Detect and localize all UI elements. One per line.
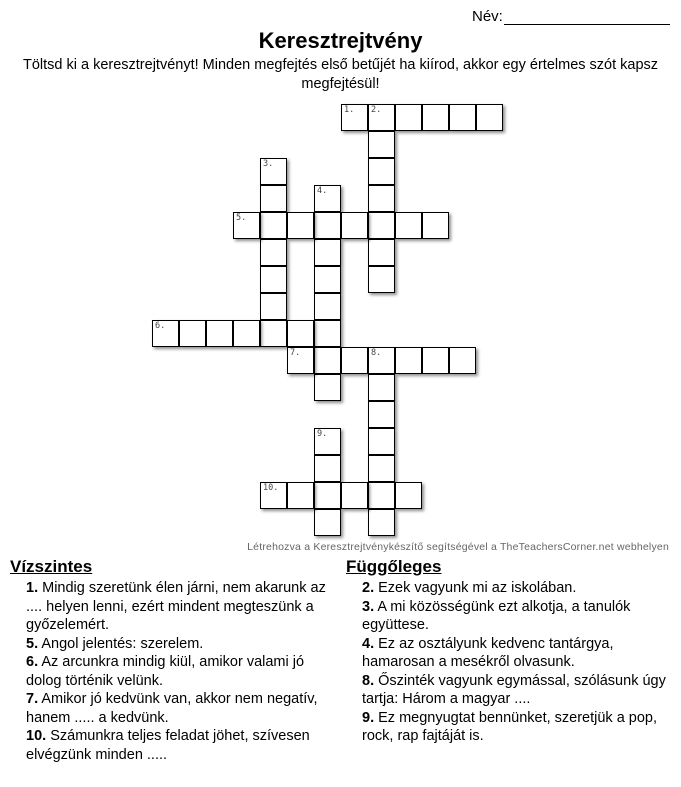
grid-cell[interactable] <box>368 374 395 401</box>
clue-across-1 <box>26 579 340 635</box>
grid-cell[interactable] <box>260 158 287 185</box>
grid-cell[interactable] <box>395 212 422 239</box>
clue-number: 4. <box>362 635 375 652</box>
clue-text: Ez megnyugtat bennünket, szeretjük a pop, rock, rap fajtáját is. <box>362 709 658 744</box>
grid-cell[interactable] <box>314 428 341 455</box>
grid-cell[interactable] <box>341 347 368 374</box>
clue-text: Angol jelentés: szerelem. <box>41 635 204 652</box>
clue-down-4 <box>362 635 676 672</box>
grid-cell[interactable] <box>314 293 341 320</box>
grid-cell[interactable] <box>152 320 179 347</box>
grid-cell[interactable] <box>368 212 395 239</box>
grid-cell[interactable] <box>287 320 314 347</box>
grid-cell[interactable] <box>449 104 476 131</box>
grid-cell[interactable] <box>260 293 287 320</box>
grid-cell[interactable] <box>341 482 368 509</box>
grid-cell[interactable] <box>395 482 422 509</box>
down-clues <box>346 556 676 746</box>
clue-text: Mindig szeretünk élen járni, nem akarunk az .... helyen lenni, ezért mindent megteszünk a győzelemért. <box>26 580 326 633</box>
grid-cell[interactable] <box>314 239 341 266</box>
clue-text: Őszinték vagyunk egymással, szólásunk úgy tartja: Három a magyar .... <box>362 672 666 707</box>
clue-down-9 <box>362 709 676 746</box>
grid-cell[interactable] <box>368 104 395 131</box>
grid-cell[interactable] <box>368 428 395 455</box>
clue-number: 5. <box>26 635 39 652</box>
across-heading: Vízszintes <box>10 557 93 576</box>
grid-cell[interactable] <box>368 482 395 509</box>
clue-across-7 <box>26 690 340 727</box>
grid-cell[interactable] <box>368 347 395 374</box>
grid-cell[interactable] <box>260 266 287 293</box>
cell-number: 10. <box>263 483 279 493</box>
clue-text: A mi közösségünk ezt alkotja, a tanulók együttese. <box>362 598 631 633</box>
clue-text: Az arcunkra mindig kiül, amikor valami jó dolog történik velünk. <box>26 654 305 689</box>
grid-cell[interactable] <box>260 239 287 266</box>
cell-number: 8. <box>371 348 382 358</box>
grid-cell[interactable] <box>368 185 395 212</box>
grid-cell[interactable] <box>314 212 341 239</box>
grid-cell[interactable] <box>395 347 422 374</box>
clue-number: 6. <box>26 654 39 670</box>
clue-down-8 <box>362 672 676 709</box>
grid-cell[interactable] <box>260 212 287 239</box>
grid-cell[interactable] <box>422 104 449 131</box>
cell-number: 3. <box>263 159 274 169</box>
grid-cell[interactable] <box>233 212 260 239</box>
clue-number: 2. <box>362 580 375 596</box>
grid-cell[interactable] <box>368 239 395 266</box>
grid-cell[interactable] <box>287 347 314 374</box>
grid-cell[interactable] <box>476 104 503 131</box>
grid-cell[interactable] <box>314 455 341 482</box>
clue-number: 9. <box>362 709 375 726</box>
cell-number: 5. <box>236 213 247 223</box>
grid-cell[interactable] <box>422 212 449 239</box>
grid-cell[interactable] <box>287 212 314 239</box>
clue-number: 10. <box>26 728 47 744</box>
grid-cell[interactable] <box>368 509 395 536</box>
down-heading: Függőleges <box>346 557 442 576</box>
clue-text: Ezek vagyunk mi az iskolában. <box>378 580 577 596</box>
grid-cell[interactable] <box>233 320 260 347</box>
clue-text: Amikor jó kedvünk van, akkor nem negatív, hanem ..... a kedvünk. <box>26 691 318 726</box>
grid-cell[interactable] <box>260 320 287 347</box>
across-clues <box>10 556 340 764</box>
cell-number: 4. <box>317 186 328 196</box>
grid-cell[interactable] <box>368 158 395 185</box>
clue-text: Ez az osztályunk kedvenc tantárgya, hamarosan a mesékről olvasunk. <box>362 635 614 670</box>
cell-number: 9. <box>317 429 328 439</box>
grid-cell[interactable] <box>314 509 341 536</box>
name-label: Név: <box>472 8 503 25</box>
credit-line: Létrehozva a Keresztrejtvénykészítő segítségével a TheTeachersCorner.net webhelyen <box>247 541 669 553</box>
clue-number: 1. <box>26 580 39 596</box>
clue-down-3 <box>362 598 676 635</box>
clue-number: 7. <box>26 691 39 707</box>
grid-cell[interactable] <box>260 185 287 212</box>
clue-number: 3. <box>362 598 375 615</box>
grid-cell[interactable] <box>341 104 368 131</box>
grid-cell[interactable] <box>341 212 368 239</box>
clue-text: Számunkra teljes feladat jöhet, szívesen elvégzünk minden ..... <box>26 728 310 763</box>
cell-number: 1. <box>344 105 355 115</box>
grid-cell[interactable] <box>287 482 314 509</box>
grid-cell[interactable] <box>314 320 341 347</box>
clue-across-5 <box>26 635 340 654</box>
grid-cell[interactable] <box>260 482 287 509</box>
grid-cell[interactable] <box>368 266 395 293</box>
grid-cell[interactable] <box>179 320 206 347</box>
grid-cell[interactable] <box>368 455 395 482</box>
grid-cell[interactable] <box>206 320 233 347</box>
clue-across-6 <box>26 653 340 690</box>
instructions: Töltsd ki a keresztrejtvényt! Minden megfejtés első betűjét ha kiírod, akkor egy értelmes szót kapsz megfejtésül! <box>22 57 659 92</box>
grid-cell[interactable] <box>395 104 422 131</box>
grid-cell[interactable] <box>368 131 395 158</box>
cell-number: 2. <box>371 105 382 115</box>
grid-cell[interactable] <box>314 374 341 401</box>
grid-cell[interactable] <box>449 347 476 374</box>
grid-cell[interactable] <box>422 347 449 374</box>
cell-number: 6. <box>155 321 166 331</box>
grid-cell[interactable] <box>314 347 341 374</box>
grid-cell[interactable] <box>314 185 341 212</box>
grid-cell[interactable] <box>368 401 395 428</box>
clue-across-10 <box>26 727 340 764</box>
clue-number: 8. <box>362 672 375 689</box>
grid-cell[interactable] <box>314 482 341 509</box>
page-title: Keresztrejtvény <box>258 28 423 53</box>
clue-down-2 <box>362 579 676 598</box>
cell-number: 7. <box>290 348 301 358</box>
grid-cell[interactable] <box>314 266 341 293</box>
